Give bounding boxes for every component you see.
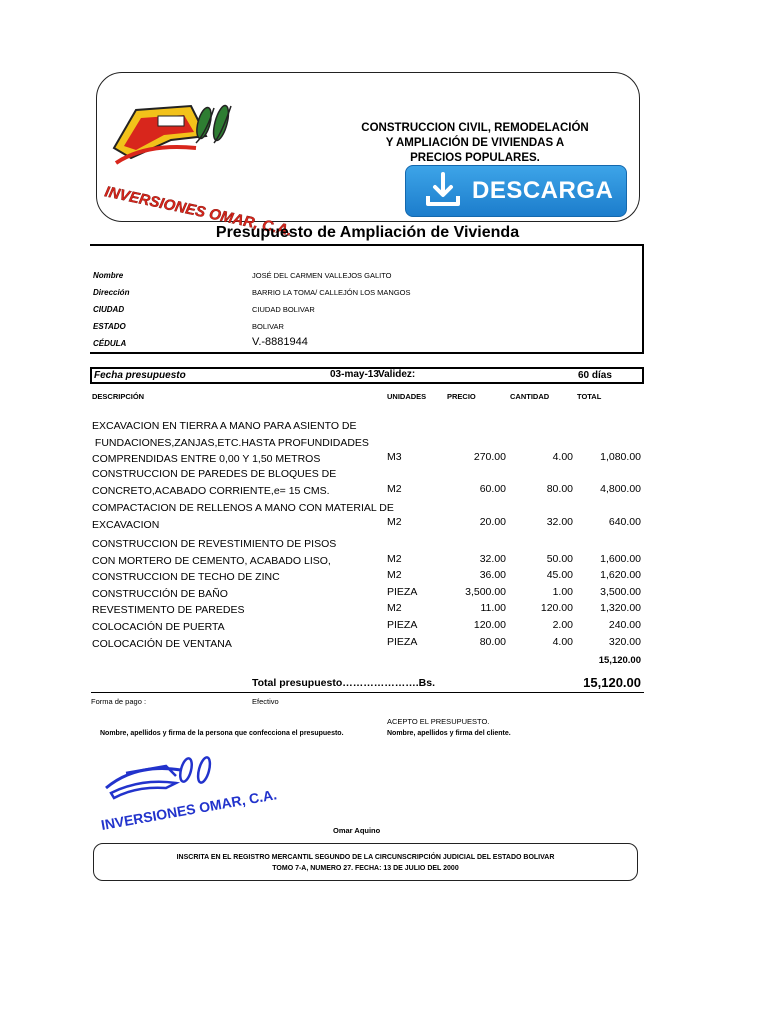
item-total: 240.00: [608, 619, 641, 631]
company-logo: [96, 88, 294, 240]
item-price: 36.00: [479, 569, 506, 581]
download-button[interactable]: [405, 165, 627, 217]
payment-label: Forma de pago :: [91, 697, 147, 706]
registry-line: TOMO 7-A, NUMERO 27. FECHA: 13 DE JULIO DEL 2000: [272, 865, 459, 872]
col-header-price: PRECIO: [447, 392, 476, 401]
total-value: 15,120.00: [583, 675, 641, 690]
client-value-estado: BOLIVAR: [252, 322, 284, 331]
total-label: Total presupuesto………………….Bs.: [252, 677, 435, 689]
item-total: 1,080.00: [600, 451, 641, 463]
item-quantity: 1.00: [552, 586, 573, 598]
acceptance-text: ACEPTO EL PRESUPUESTO.: [387, 717, 490, 726]
client-label-ciudad: CIUDAD: [93, 305, 125, 314]
company-stamp: [96, 748, 276, 840]
validity-value: 60 días: [578, 370, 612, 381]
item-unit: M2: [387, 602, 402, 614]
item-description: [92, 466, 336, 499]
item-price: 270.00: [473, 451, 506, 463]
item-price: 80.00: [479, 636, 506, 648]
payment-value: Efectivo: [252, 697, 279, 706]
client-value-direccion: BARRIO LA TOMA/ CALLEJÓN LOS MANGOS: [252, 288, 411, 297]
item-desc-line: CONSTRUCCION DE REVESTIMIENTO DE PISOS: [92, 538, 337, 550]
item-quantity: 4.00: [552, 451, 573, 463]
item-price: 120.00: [473, 619, 506, 631]
item-price: 3,500.00: [465, 586, 506, 598]
item-description: [92, 500, 394, 533]
item-quantity: 80.00: [546, 483, 573, 495]
total-divider: [91, 692, 644, 693]
item-description: CONSTRUCCION DE TECHO DE ZINC: [92, 571, 280, 583]
item-unit: M2: [387, 483, 402, 495]
col-header-quantity: CANTIDAD: [510, 392, 550, 401]
col-header-description: DESCRIPCIÓN: [92, 392, 145, 401]
date-value: 03-may-13: [330, 369, 379, 380]
item-description: REVESTIMENTO DE PAREDES: [92, 604, 245, 616]
item-quantity: 50.00: [546, 553, 573, 565]
item-quantity: 120.00: [540, 602, 573, 614]
signer-name: Omar Aquino: [333, 826, 381, 835]
item-total: 4,800.00: [600, 483, 641, 495]
item-total: 1,600.00: [600, 553, 641, 565]
client-label-direccion: Dirección: [93, 288, 130, 297]
download-icon: [420, 168, 466, 214]
item-total: 640.00: [608, 516, 641, 528]
item-price: 20.00: [479, 516, 506, 528]
item-quantity: 45.00: [546, 569, 573, 581]
item-description: COLOCACIÓN DE PUERTA: [92, 621, 225, 633]
item-desc-line: COMPRENDIDAS ENTRE 0,00 Y 1,50 METROS: [92, 453, 321, 465]
item-total: 3,500.00: [600, 586, 641, 598]
date-label: Fecha presupuesto: [94, 370, 186, 381]
item-total: 320.00: [608, 636, 641, 648]
item-quantity: 32.00: [546, 516, 573, 528]
svg-text:INVERSIONES OMAR, C.A.: INVERSIONES OMAR, C.A.: [99, 786, 278, 833]
registry-line: INSCRITA EN EL REGISTRO MERCANTIL SEGUNDO DE LA CIRCUNSCRIPCIÓN JUDICIAL DEL ESTADO BOLIVAR: [176, 854, 555, 861]
item-desc-line: CONSTRUCCION DE PAREDES DE BLOQUES DE: [92, 468, 337, 480]
item-unit: M2: [387, 569, 402, 581]
item-total: 1,620.00: [600, 569, 641, 581]
item-description: [92, 418, 369, 468]
tagline-line: CONSTRUCCION CIVIL, REMODELACIÓN: [361, 122, 589, 134]
item-desc-line: CON MORTERO DE CEMENTO, ACABADO LISO,: [92, 554, 331, 567]
preparer-signature-caption: Nombre, apellidos y firma de la persona que confecciona el presupuesto.: [100, 730, 344, 737]
item-desc-line: CONCRETO,ACABADO CORRIENTE,e= 15 CMS.: [92, 484, 330, 497]
client-info-box: [90, 244, 644, 354]
client-value-ciudad: CIUDAD BOLIVAR: [252, 305, 315, 314]
validity-label: Validez:: [378, 369, 416, 380]
page-title: Presupuesto de Ampliación de Vivienda: [215, 224, 520, 241]
subtotal-value: 15,120.00: [598, 655, 641, 666]
item-desc-line: FUNDACIONES,ZANJAS,ETC.HASTA PROFUNDIDADES: [92, 436, 369, 449]
client-signature-caption: Nombre, apellidos y firma del cliente.: [387, 730, 511, 737]
tagline-line: Y AMPLIACIÓN DE VIVIENDAS A: [385, 137, 565, 149]
registry-footer: [93, 843, 638, 881]
item-desc-line: COMPACTACION DE RELLENOS A MANO CON MATERIAL DE: [92, 502, 394, 514]
item-unit: M2: [387, 553, 402, 565]
item-description: CONSTRUCCIÓN DE BAÑO: [92, 588, 228, 600]
item-price: 32.00: [479, 553, 506, 565]
item-desc-line: EXCAVACION EN TIERRA A MANO PARA ASIENTO DE: [92, 420, 357, 432]
budget-date-bar: [90, 367, 644, 384]
client-value-nombre: JOSÉ DEL CARMEN VALLEJOS GALITO: [252, 271, 392, 280]
col-header-total: TOTAL: [577, 392, 602, 401]
client-label-cedula: CÉDULA: [93, 339, 127, 348]
item-description: [92, 536, 336, 569]
client-value-cedula: V.-8881944: [252, 336, 308, 348]
item-price: 60.00: [479, 483, 506, 495]
item-description: COLOCACIÓN DE VENTANA: [92, 638, 232, 650]
item-unit: M2: [387, 516, 402, 528]
client-label-estado: ESTADO: [93, 322, 126, 331]
item-price: 11.00: [480, 602, 506, 614]
item-quantity: 2.00: [552, 619, 573, 631]
item-desc-line: EXCAVACION: [92, 518, 160, 531]
client-label-nombre: Nombre: [93, 271, 124, 280]
svg-text:INVERSIONES OMAR, C.A.: INVERSIONES OMAR, C.A.: [103, 183, 294, 240]
item-quantity: 4.00: [552, 636, 573, 648]
item-total: 1,320.00: [600, 602, 641, 614]
item-unit: M3: [387, 451, 402, 463]
item-unit: PIEZA: [387, 586, 418, 598]
item-unit: PIEZA: [387, 636, 418, 648]
company-tagline: [345, 121, 605, 166]
tagline-line: PRECIOS POPULARES.: [410, 152, 540, 164]
download-label: DESCARGA: [472, 177, 614, 204]
item-unit: PIEZA: [387, 619, 418, 631]
col-header-units: UNIDADES: [387, 392, 427, 401]
